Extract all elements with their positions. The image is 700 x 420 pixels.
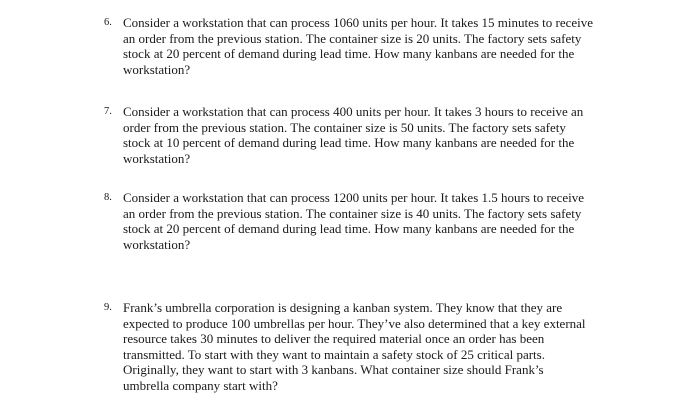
problem-line: stock at 20 percent of demand during lead time. How many kanbans are needed for the bbox=[123, 221, 575, 237]
problem-6 bbox=[104, 15, 644, 77]
problem-7 bbox=[104, 104, 644, 166]
problem-line: Consider a workstation that can process 400 units per hour. It takes 3 hours to receive an bbox=[123, 104, 584, 119]
problem-line: transmitted. To start with they want to maintain a safety stock of 25 critical parts. bbox=[123, 346, 545, 362]
problem-line: stock at 10 percent of demand during lead time. How many kanbans are needed for the bbox=[123, 135, 575, 151]
problem-line: Consider a workstation that can process 1060 units per hour. It takes 15 minutes to receive bbox=[123, 15, 594, 30]
problem-line: workstation? bbox=[123, 236, 191, 252]
problem-8 bbox=[104, 190, 644, 252]
problem-line: Consider a workstation that can process 1200 units per hour. It takes 1.5 hours to receive bbox=[123, 190, 585, 205]
problem-line: umbrella company start with? bbox=[123, 377, 278, 393]
problem-line: an order from the previous station. The container size is 40 units. The factory sets safety bbox=[123, 205, 582, 221]
problem-text bbox=[104, 300, 644, 394]
problem-number: 9. bbox=[104, 302, 112, 313]
problem-line: resource takes 30 minutes to deliver the required material once an order has been bbox=[123, 331, 545, 347]
problem-line: workstation? bbox=[123, 150, 191, 166]
problem-number: 7. bbox=[104, 106, 112, 117]
problem-text bbox=[104, 190, 644, 252]
problem-number: 6. bbox=[104, 17, 112, 28]
problem-line: workstation? bbox=[123, 61, 191, 77]
problem-number: 8. bbox=[104, 192, 112, 203]
problem-9 bbox=[104, 300, 644, 394]
problem-text bbox=[104, 15, 644, 77]
problem-line: an order from the previous station. The container size is 20 units. The factory sets safety bbox=[123, 30, 582, 46]
problem-text bbox=[104, 104, 644, 166]
problem-line: Originally, they want to start with 3 kanbans. What container size should Frank’s bbox=[123, 362, 544, 378]
problem-line: Frank’s umbrella corporation is designing a kanban system. They know that they are bbox=[123, 300, 563, 315]
problem-line: order from the previous station. The container size is 50 units. The factory sets safety bbox=[123, 119, 566, 135]
problem-line: stock at 20 percent of demand during lead time. How many kanbans are needed for the bbox=[123, 46, 575, 62]
problem-line: expected to produce 100 umbrellas per hour. They’ve also determined that a key external bbox=[123, 315, 586, 331]
